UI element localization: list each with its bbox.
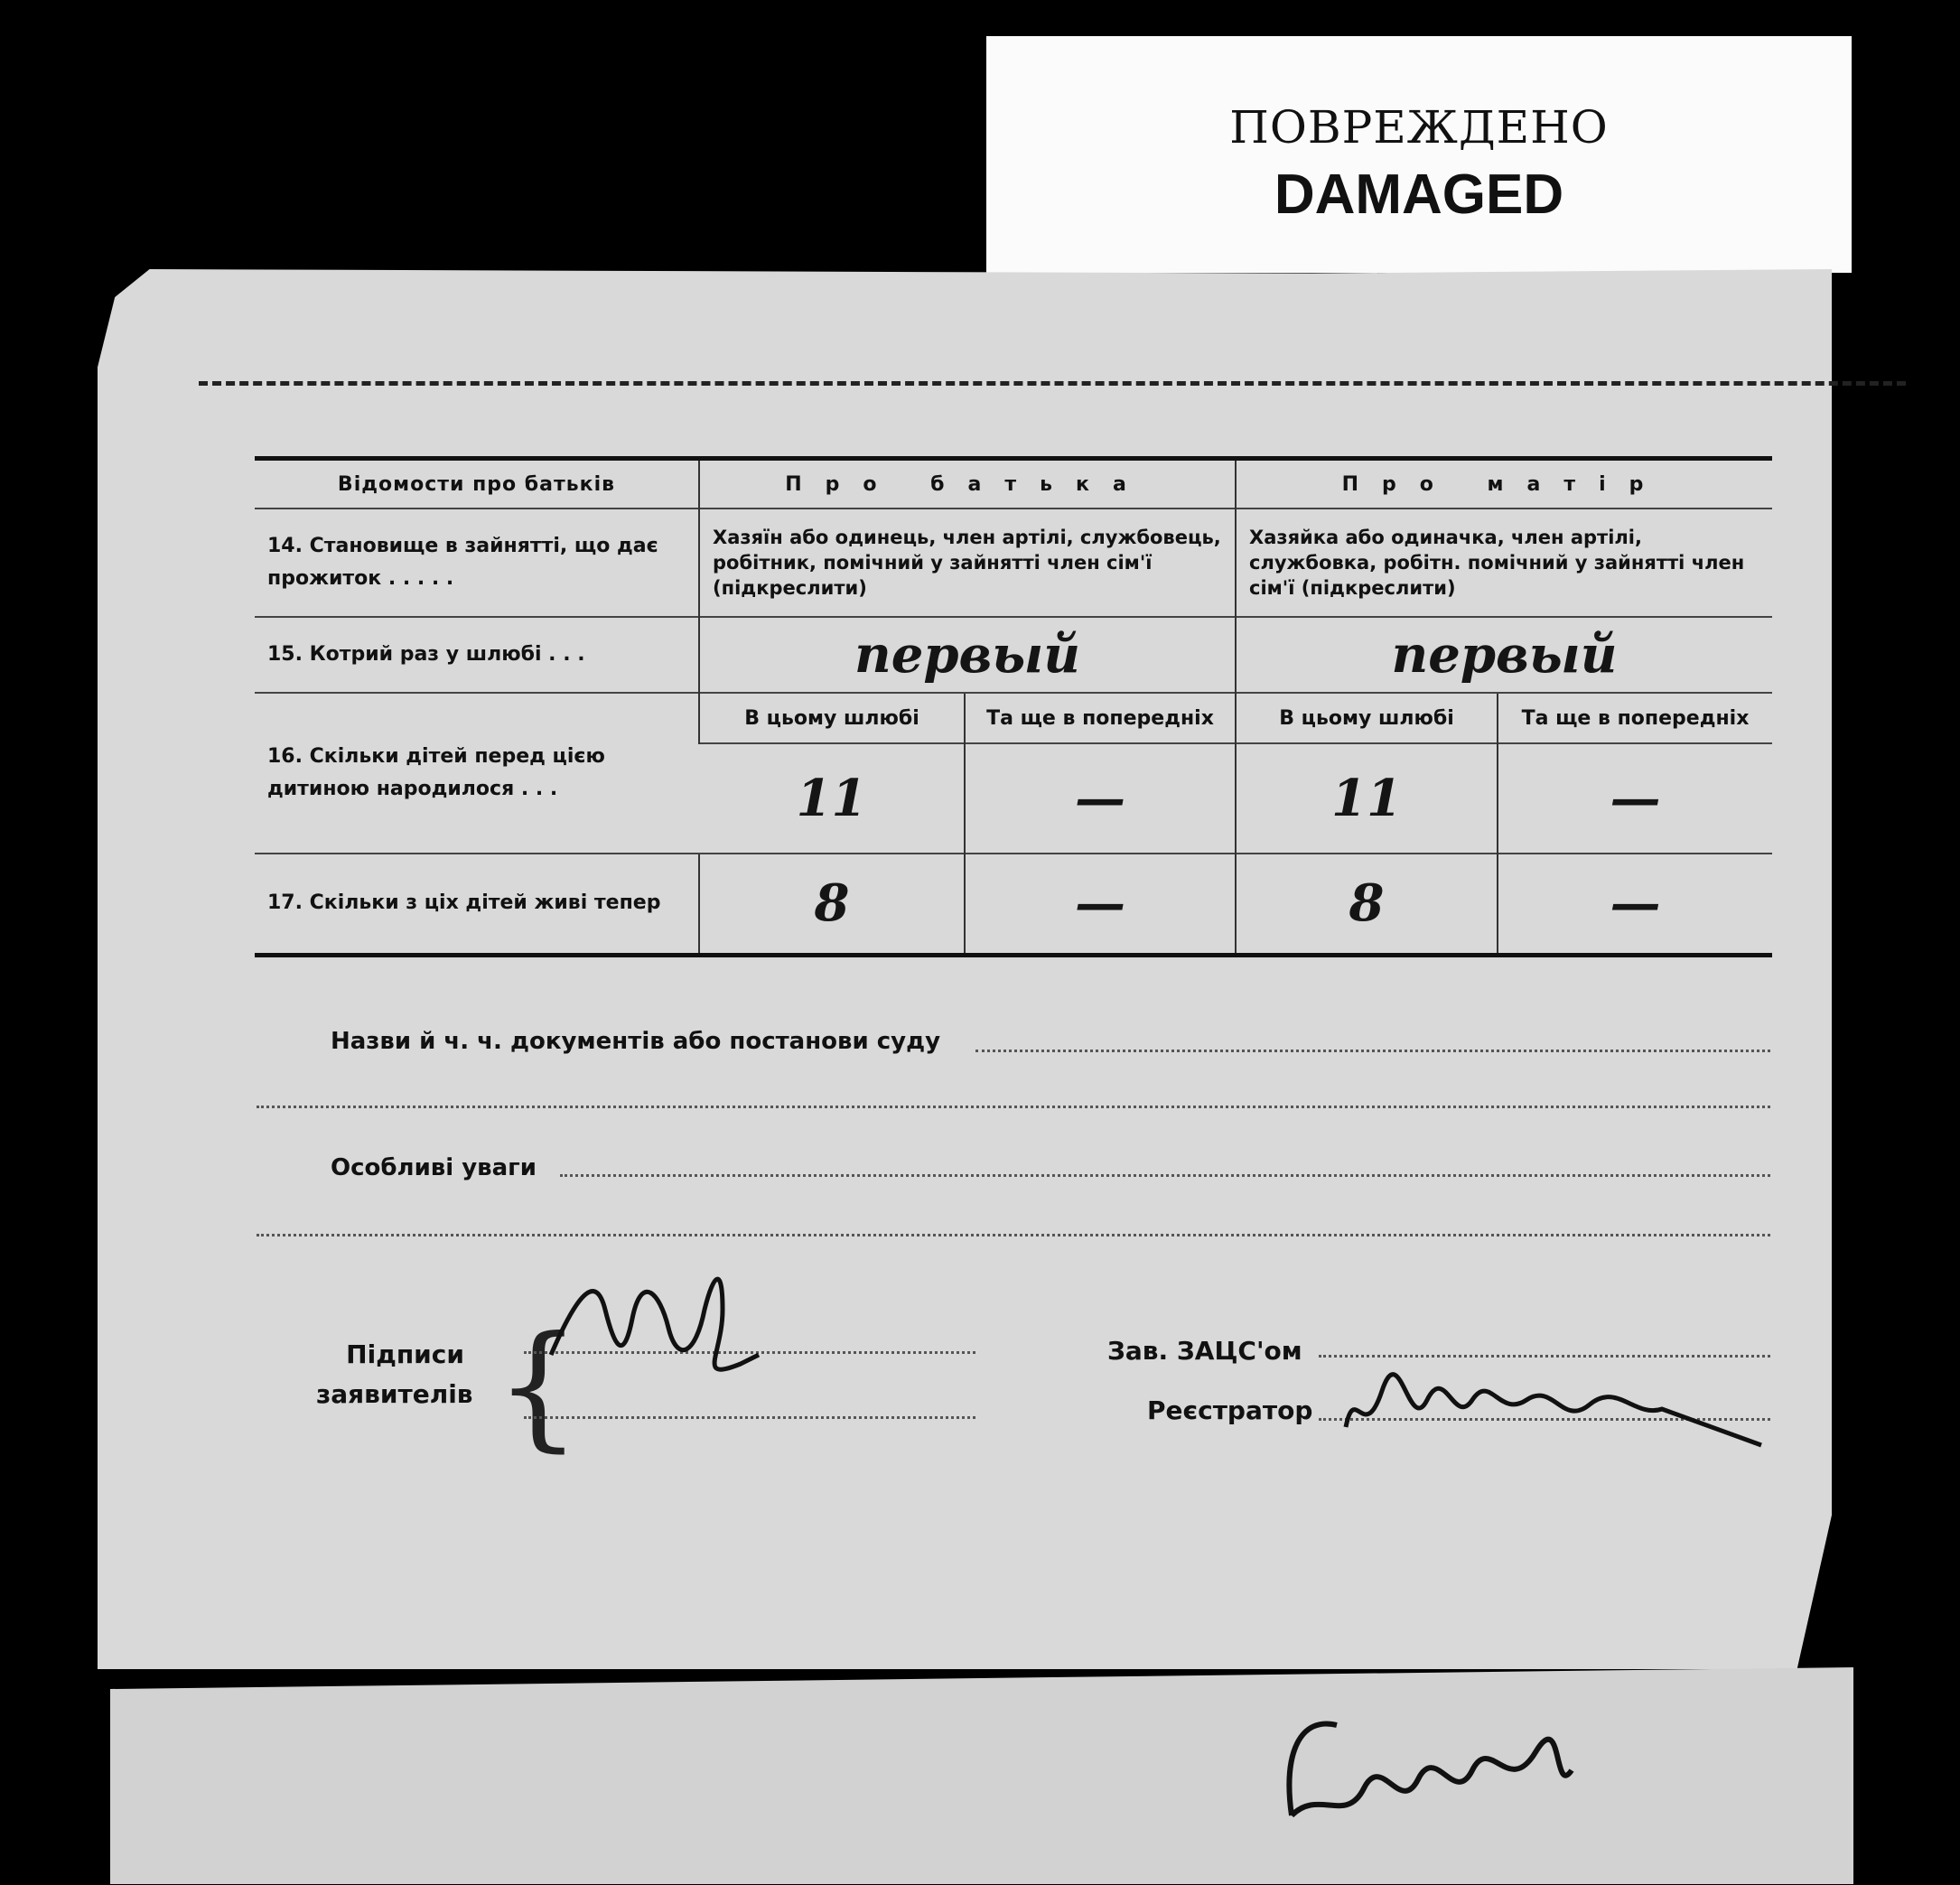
header-parents-info: Відомости про батьків [255, 459, 699, 509]
sub-father-previous: Та ще в попередніх [965, 693, 1236, 743]
header-mother: Про матір [1236, 459, 1772, 509]
head-signature-line [1319, 1355, 1770, 1358]
q16-label: 16. Скільки дітей перед цією дитиною народилося . . . [255, 693, 699, 854]
header-father: Про батька [699, 459, 1236, 509]
documents-label: Назви й ч. ч. документів або постанови суду [331, 1028, 941, 1055]
q14-father-options: Хазяїн або одинець, член артілі, службовець, робітник, помічний у зайнятті член сім'ї (підкреслити) [699, 509, 1236, 617]
q15-mother-value: первый [1236, 617, 1772, 693]
q16-mother-this: 11 [1236, 743, 1498, 854]
q15-father-value: первый [699, 617, 1236, 693]
damaged-label-en: DAMAGED [1274, 163, 1564, 226]
sub-father-this-marriage: В цьому шлюбі [699, 693, 965, 743]
remarks-label: Особливі уваги [331, 1154, 537, 1181]
applicant-signature-line-2 [524, 1416, 975, 1419]
q14-label: 14. Становище в зайнятті, що дає прожиток . . . . . [255, 509, 699, 617]
sub-mother-previous: Та ще в попередніх [1498, 693, 1772, 743]
applicant-signature [542, 1255, 795, 1391]
q16-father-prev: — [965, 743, 1236, 854]
registrar-signature [1337, 1364, 1770, 1463]
applicants-label-line1: Підписи [346, 1339, 464, 1369]
strip-signature [1265, 1698, 1590, 1834]
damaged-stamp-label [986, 36, 1852, 273]
signature-brace: { [495, 1308, 582, 1465]
applicants-label-line2: заявителів [316, 1379, 473, 1409]
documents-line-2 [257, 1106, 1770, 1108]
damaged-label-ua: ПОВРЕЖДЕНО [1229, 101, 1609, 154]
q17-mother-prev: — [1498, 854, 1772, 955]
q17-father-prev: — [965, 854, 1236, 955]
parents-info-table [255, 456, 1772, 957]
q16-father-this: 11 [699, 743, 965, 854]
q16-mother-prev: — [1498, 743, 1772, 854]
q17-label: 17. Скільки з ціх дітей живі тепер [255, 854, 699, 955]
sub-mother-this-marriage: В цьому шлюбі [1236, 693, 1498, 743]
remarks-line-2 [257, 1234, 1770, 1236]
registrar-label: Реєстратор [1147, 1395, 1313, 1425]
q14-mother-options: Хазяйка або одиначка, член артілі, службовка, робітн. помічний у зайнятті член сім'ї (підкреслити) [1236, 509, 1772, 617]
documents-line-1 [975, 1050, 1770, 1052]
perforation-line [199, 381, 1906, 386]
lower-paper-strip [110, 1667, 1853, 1884]
q17-mother-this: 8 [1236, 854, 1498, 955]
remarks-line-1 [560, 1174, 1770, 1177]
q17-father-this: 8 [699, 854, 965, 955]
applicants-signature-label [316, 1335, 473, 1414]
q15-label: 15. Котрий раз у шлюбі . . . [255, 617, 699, 693]
head-label: Зав. ЗАЦС'ом [1107, 1336, 1302, 1366]
